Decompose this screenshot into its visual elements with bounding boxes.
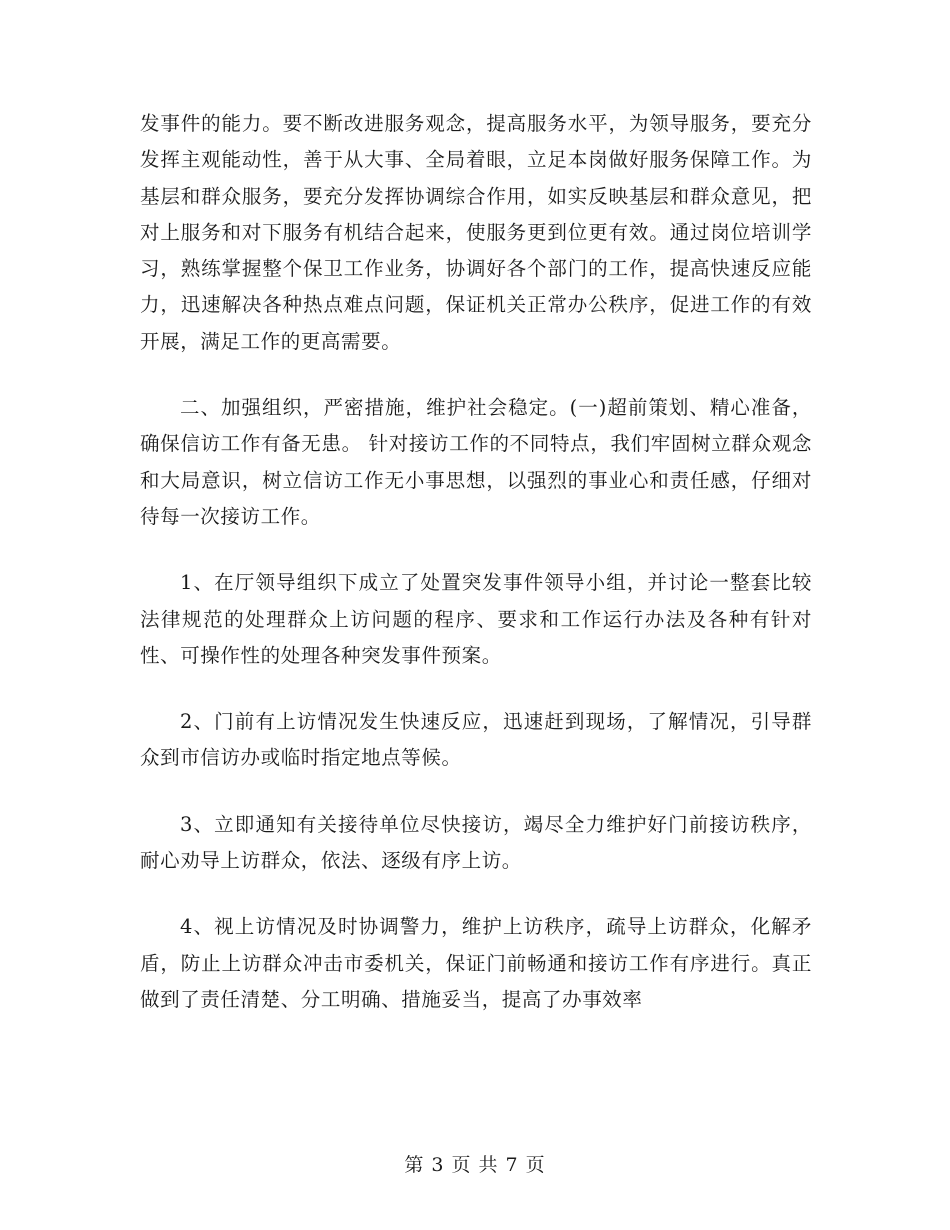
page-number-label: 第 3 页 共 7 页 bbox=[404, 1154, 546, 1176]
paragraph-item-1: 1、在厅领导组织下成立了处置突发事件领导小组，并讨论一整套比较法律规范的处理群众上访问题的程序、要求和工作运行办法及各种有针对性、可操作性的处理各种突发事件预案。 bbox=[140, 571, 812, 667]
paragraph-item-2: 2、门前有上访情况发生快速反应，迅速赶到现场，了解情况，引导群众到市信访办或临时指定地点等候。 bbox=[140, 710, 812, 770]
document-body bbox=[140, 106, 812, 1018]
page-footer bbox=[0, 1150, 950, 1177]
paragraph-continuation: 发事件的能力。要不断改进服务观念，提高服务水平，为领导服务，要充分发挥主观能动性，善于从大事、全局着眼，立足本岗做好服务保障工作。为基层和群众服务，要充分发挥协调综合作用，如实反映基层和群众意见，把对上服务和对下服务有机结合起来，使服务更到位更有效。通过岗位培训学习，熟练掌握整个保卫工作业务，协调好各个部门的工作，提高快速反应能力，迅速解决各种热点难点问题，保证机关正常办公秩序，促进工作的有效开展，满足工作的更高需要。 bbox=[140, 112, 812, 353]
paragraph-item-4: 4、视上访情况及时协调警力，维护上访秩序，疏导上访群众，化解矛盾，防止上访群众冲击市委机关，保证门前畅通和接访工作有序进行。真正做到了责任清楚、分工明确、措施妥当，提高了办事效率 bbox=[140, 915, 812, 1011]
paragraph-gap bbox=[140, 777, 812, 807]
paragraph-section-two: 二、加强组织，严密措施，维护社会稳定。(一)超前策划、精心准备，确保信访工作有备无患。 针对接访工作的不同特点，我们牢固树立群众观念和大局意识，树立信访工作无小事思想，以强烈的事业心和责任感，仔细对待每一次接访工作。 bbox=[140, 396, 812, 528]
paragraph-gap bbox=[140, 535, 812, 565]
paragraph-gap bbox=[140, 674, 812, 704]
paragraph-gap bbox=[140, 879, 812, 909]
paragraph-gap bbox=[140, 360, 812, 390]
paragraph-item-3: 3、立即通知有关接待单位尽快接访，竭尽全力维护好门前接访秩序，耐心劝导上访群众，依法、逐级有序上访。 bbox=[140, 812, 812, 873]
